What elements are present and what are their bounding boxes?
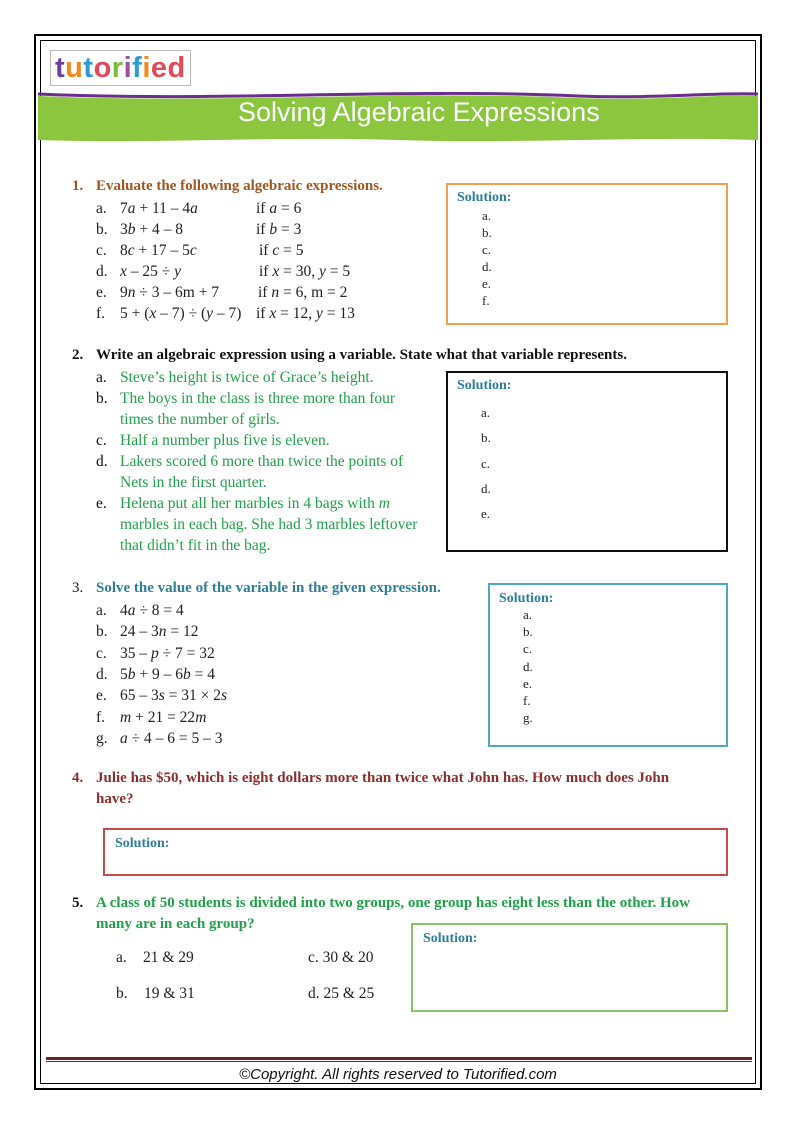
item-text: Nets in the first quarter.: [120, 474, 267, 491]
item-label: b.: [96, 221, 108, 238]
item-expression: 4a ÷ 8 = 4: [120, 602, 184, 619]
solution-line: g.: [523, 710, 533, 726]
question-text: Write an algebraic expression using a variable. State what that variable represents.: [96, 347, 627, 363]
logo-letter: f: [132, 52, 143, 84]
q1-item-a: [96, 198, 198, 219]
q1-item-condition: if b = 3: [256, 221, 302, 238]
solution-line: e.: [482, 276, 492, 291]
q3-item-e: [96, 685, 227, 706]
q4-solution-label: Solution:: [115, 836, 170, 851]
solution-line: e.: [481, 506, 491, 522]
solution-line: d.: [523, 658, 533, 674]
item-label: c.: [96, 432, 107, 449]
item-expression: 65 – 3s = 31 × 2s: [120, 687, 228, 705]
q1-item-condition: if x = 30, y = 5: [259, 263, 351, 280]
q2-item-a: [96, 367, 374, 388]
tutorified-logo: [50, 50, 191, 86]
item-label: e.: [96, 495, 107, 512]
item-label: e.: [96, 687, 107, 705]
logo-letter: r: [111, 52, 124, 84]
item-label: a.: [96, 369, 107, 386]
q1-item-c: [96, 240, 197, 261]
question-text: Evaluate the following algebraic expressions.: [96, 178, 383, 194]
solution-line: a.: [482, 208, 492, 223]
item-expression: 24 – 3n = 12: [120, 623, 199, 641]
q3-item-b: [96, 621, 199, 642]
question-number: 5.: [72, 895, 84, 911]
item-expression: 5b + 9 – 6b = 4: [120, 665, 215, 683]
solution-line: f.: [523, 693, 531, 708]
item-text: marbles in each bag. She had 3 marbles leftover: [120, 516, 418, 533]
question-3-heading: [72, 578, 441, 599]
q1-item-condition: if c = 5: [259, 242, 304, 259]
solution-line: b.: [482, 225, 492, 240]
question-text: Julie has $50, which is eight dollars more than twice what John has. How much does John: [96, 770, 670, 786]
solution-line: e.: [523, 675, 533, 691]
item-expression: 8c + 17 – 5c: [120, 242, 197, 259]
item-text: that didn’t fit in the bag.: [120, 537, 271, 554]
q1-item-f: [96, 303, 241, 324]
question-number: 1.: [72, 178, 84, 194]
solution-line: b.: [481, 430, 491, 446]
item-expression: m + 21 = 22m: [120, 708, 207, 726]
question-text: many are in each group?: [96, 916, 255, 932]
q3-item-a: [96, 600, 184, 621]
question-4-heading: [72, 768, 669, 810]
solution-line: d.: [482, 259, 492, 274]
item-expression: x – 25 ÷ y: [120, 263, 182, 280]
q4-solution-box: [103, 828, 728, 876]
item-expression: 9n ÷ 3 – 6m + 7: [120, 284, 220, 301]
q2-item-d: [96, 451, 403, 472]
item-label: d.: [96, 263, 108, 280]
q1-item-condition: if x = 12, y = 13: [256, 305, 355, 322]
item-text: Steve’s height is twice of Grace’s height.: [120, 369, 374, 386]
item-label: b.: [96, 390, 108, 407]
footer-divider: [46, 1057, 752, 1060]
question-text: have?: [96, 791, 134, 807]
q3-item-c: [96, 643, 215, 664]
q5-solution-label: Solution:: [423, 931, 478, 946]
item-label: c.: [96, 242, 107, 259]
item-text: The boys in the class is three more than four: [120, 390, 396, 407]
item-label: f.: [96, 305, 106, 322]
solution-line: f.: [482, 293, 490, 308]
q1-item-condition: if n = 6, m = 2: [258, 284, 348, 301]
q2-solution-label: Solution:: [457, 378, 512, 393]
q2-item-continuation: [96, 535, 270, 556]
item-text: Half a number plus five is eleven.: [120, 432, 330, 449]
q1-item-condition: if a = 6: [256, 200, 302, 217]
item-expression: 5 + (x – 7) ÷ (y – 7): [120, 305, 242, 322]
item-label: a.: [96, 200, 107, 217]
q3-solution-label: Solution:: [499, 591, 554, 606]
q2-item-continuation: [96, 409, 280, 430]
solution-line: b.: [523, 624, 533, 640]
q5-option-c: c. 30 & 20: [308, 949, 374, 966]
page-title: Solving Algebraic Expressions: [238, 97, 600, 127]
logo-letter: i: [123, 52, 133, 84]
copyright-footer: ©Copyright. All rights reserved to Tutorified.com: [239, 1066, 557, 1083]
item-text: times the number of girls.: [120, 411, 280, 428]
logo-letter: t: [55, 52, 66, 84]
q1-item-e: [96, 282, 219, 303]
item-label: d.: [96, 453, 108, 470]
item-expression: 35 – p ÷ 7 = 32: [120, 644, 215, 662]
question-number: 3.: [72, 580, 84, 596]
solution-line: c.: [481, 455, 491, 471]
item-label: d.: [96, 665, 108, 683]
q3-item-g: [96, 728, 223, 749]
question-1-heading: [72, 176, 383, 197]
item-label: c.: [96, 644, 107, 662]
solution-line: a.: [481, 405, 491, 420]
item-label: f.: [96, 708, 106, 726]
q2-item-e: [96, 493, 390, 514]
logo-letter: i: [142, 52, 151, 84]
item-expression: 7a + 11 – 4a: [120, 200, 198, 217]
logo-letter: u: [65, 52, 84, 84]
item-label: b.: [96, 623, 108, 641]
solution-line: c.: [523, 641, 533, 657]
q2-item-c: [96, 430, 330, 451]
item-text: Helena put all her marbles in 4 bags with m: [120, 495, 390, 512]
question-number: 2.: [72, 347, 84, 363]
question-text: A class of 50 students is divided into two groups, one group has eight less than the other. How: [96, 895, 690, 911]
logo-letter: o: [93, 52, 112, 84]
item-label: g.: [96, 729, 108, 747]
q2-item-continuation: [96, 472, 267, 493]
question-2-heading: [72, 345, 627, 366]
item-text: Lakers scored 6 more than twice the points of: [120, 453, 404, 470]
solution-line: a.: [523, 607, 533, 622]
item-expression: a ÷ 4 – 6 = 5 – 3: [120, 729, 223, 747]
logo-letter: t: [83, 52, 94, 84]
solution-line: d.: [481, 480, 491, 496]
footer-divider-thin: [46, 1061, 752, 1062]
question-number: 4.: [72, 770, 84, 786]
q1-solution-label: Solution:: [457, 190, 512, 205]
item-label: a.: [96, 602, 107, 619]
question-text: Solve the value of the variable in the given expression.: [96, 580, 441, 596]
q1-item-b: [96, 219, 183, 240]
q5-option-b: b. 19 & 31: [116, 985, 195, 1002]
q3-item-d: [96, 664, 215, 685]
q3-item-f: [96, 707, 206, 728]
item-expression: 3b + 4 – 8: [120, 221, 183, 238]
item-label: e.: [96, 284, 107, 301]
q2-item-b: [96, 388, 395, 409]
q2-item-continuation: [96, 514, 417, 535]
q5-option-d: d. 25 & 25: [308, 985, 375, 1002]
solution-line: c.: [482, 242, 492, 257]
q1-item-d: [96, 261, 181, 282]
logo-letter: ed: [150, 52, 186, 84]
q5-option-a: a. 21 & 29: [116, 949, 194, 966]
